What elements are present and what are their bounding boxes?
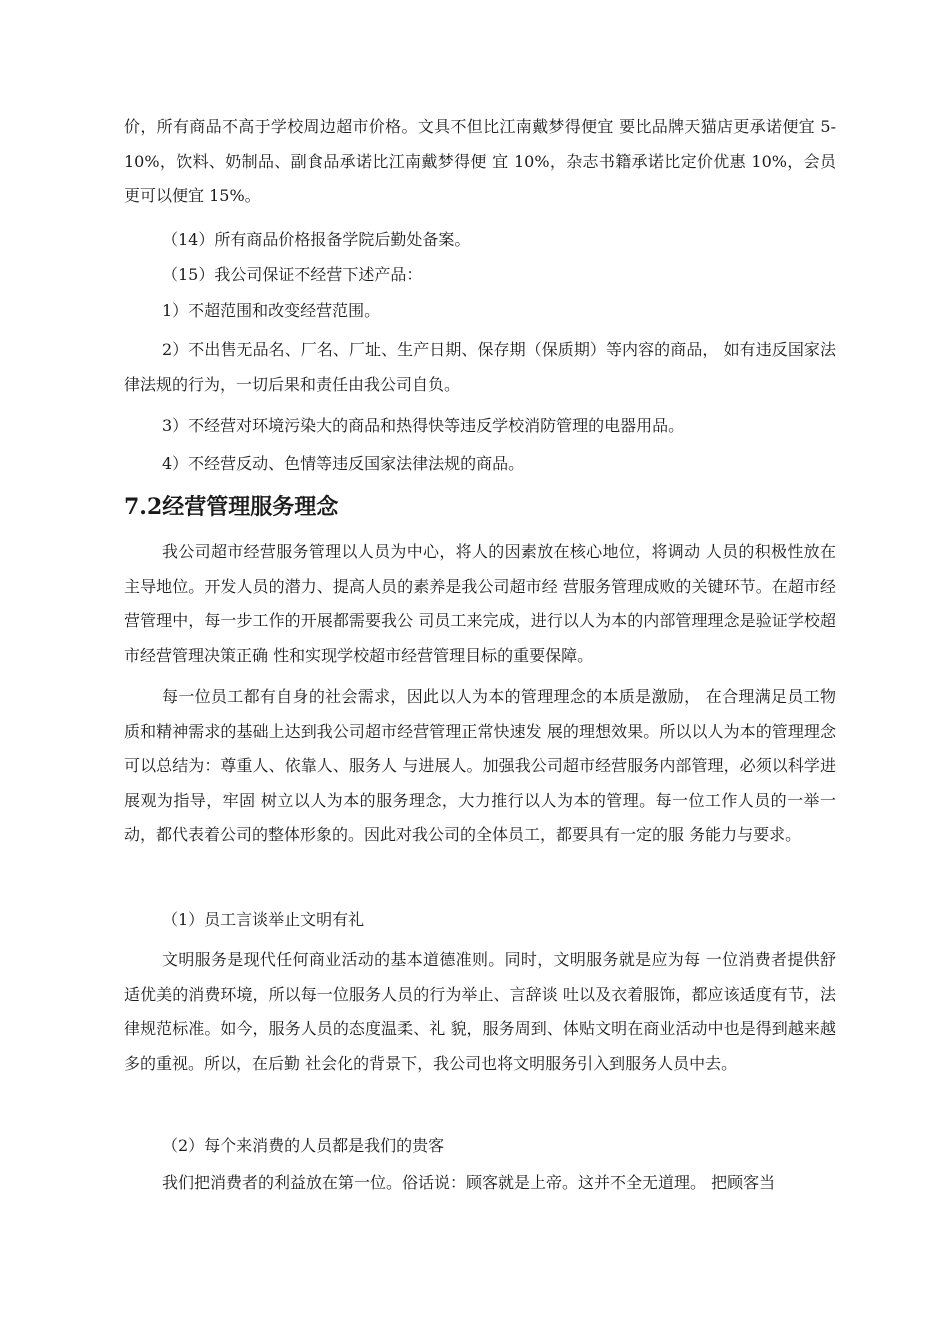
paragraph-continuation: 价，所有商品不高于学校周边超市价格。文具不但比江南戴梦得便宜 要比品牌天猫店更承诺便宜 5-10%，饮料、奶制品、副食品承诺比江南戴梦得便 宜 10%，杂志书籍承诺比定价优惠 10%，会员更可以便宜 15%。 (124, 117, 836, 205)
paragraph-2: 每一位员工都有自身的社会需求，因此以人为本的管理理念的本质是激励， 在合理满足员工物质和精神需求的基础上达到我公司超市经营管理正常快速发 展的理想效果。所以以人为本的管理理念可以总结为：尊重人、依靠人、服务人 与进展人。加强我公司超市经营服务内部管理，必须以科学进展观为指导，牢固 树立以人为本的服务理念，大力推行以人为本的管理。每一位工作人员的一举一 动，都代表着公司的整体形象的。因此对我公司的全体员工，都要具有一定的服 务能力与要求。 (124, 687, 836, 844)
point-2: （2）每个来消费的人员都是我们的贵客 (162, 1136, 445, 1155)
paragraph-1: 我公司超市经营服务管理以人员为中心，将人的因素放在核心地位，将调动 人员的积极性放在主导地位。开发人员的潜力、提高人员的素养是我公司超市经 营服务管理成败的关键环节。在超市经营管理中，每一步工作的开展都需要我公 司员工来完成，进行以人为本的内部管理理念是验证学校超市经营管理决策正确 性和实现学校超市经营管理目标的重要保障。 (124, 542, 836, 665)
paragraph-3: 文明服务是现代任何商业活动的基本道德准则。同时，文明服务就是应为每 一位消费者提供舒适优美的消费环境，所以每一位服务人员的行为举止、言辞谈 吐以及衣着服饰，都应该适度有节，法律规范标准。如今，服务人员的态度温柔、礼 貌，服务周到、体贴文明在商业活动中也是得到越来越多的重视。所以，在后勤 社会化的背景下，我公司也将文明服务引入到服务人员中去。 (124, 950, 836, 1073)
list-item-14: （14）所有商品价格报备学院后勤处备案。 (162, 230, 471, 249)
sub-item-3: 3）不经营对环境污染大的商品和热得快等违反学校消防管理的电器用品。 (162, 416, 685, 435)
point-1: （1）员工言谈举止文明有礼 (162, 910, 365, 929)
sub-item-4: 4）不经营反动、色情等违反国家法律法规的商品。 (162, 454, 525, 473)
section-heading: 7.2经营管理服务理念 (124, 494, 339, 520)
sub-item-1: 1）不超范围和改变经营范围。 (162, 301, 381, 320)
list-item-15: （15）我公司保证不经营下述产品： (162, 265, 423, 284)
sub-item-2: 2）不出售无品名、厂名、厂址、生产日期、保存期（保质期）等内容的商品， 如有违反国家法律法规的行为，一切后果和责任由我公司自负。 (124, 340, 836, 394)
paragraph-4: 我们把消费者的利益放在第一位。俗话说：顾客就是上帝。这并不全无道理。 把顾客当 (162, 1173, 776, 1192)
